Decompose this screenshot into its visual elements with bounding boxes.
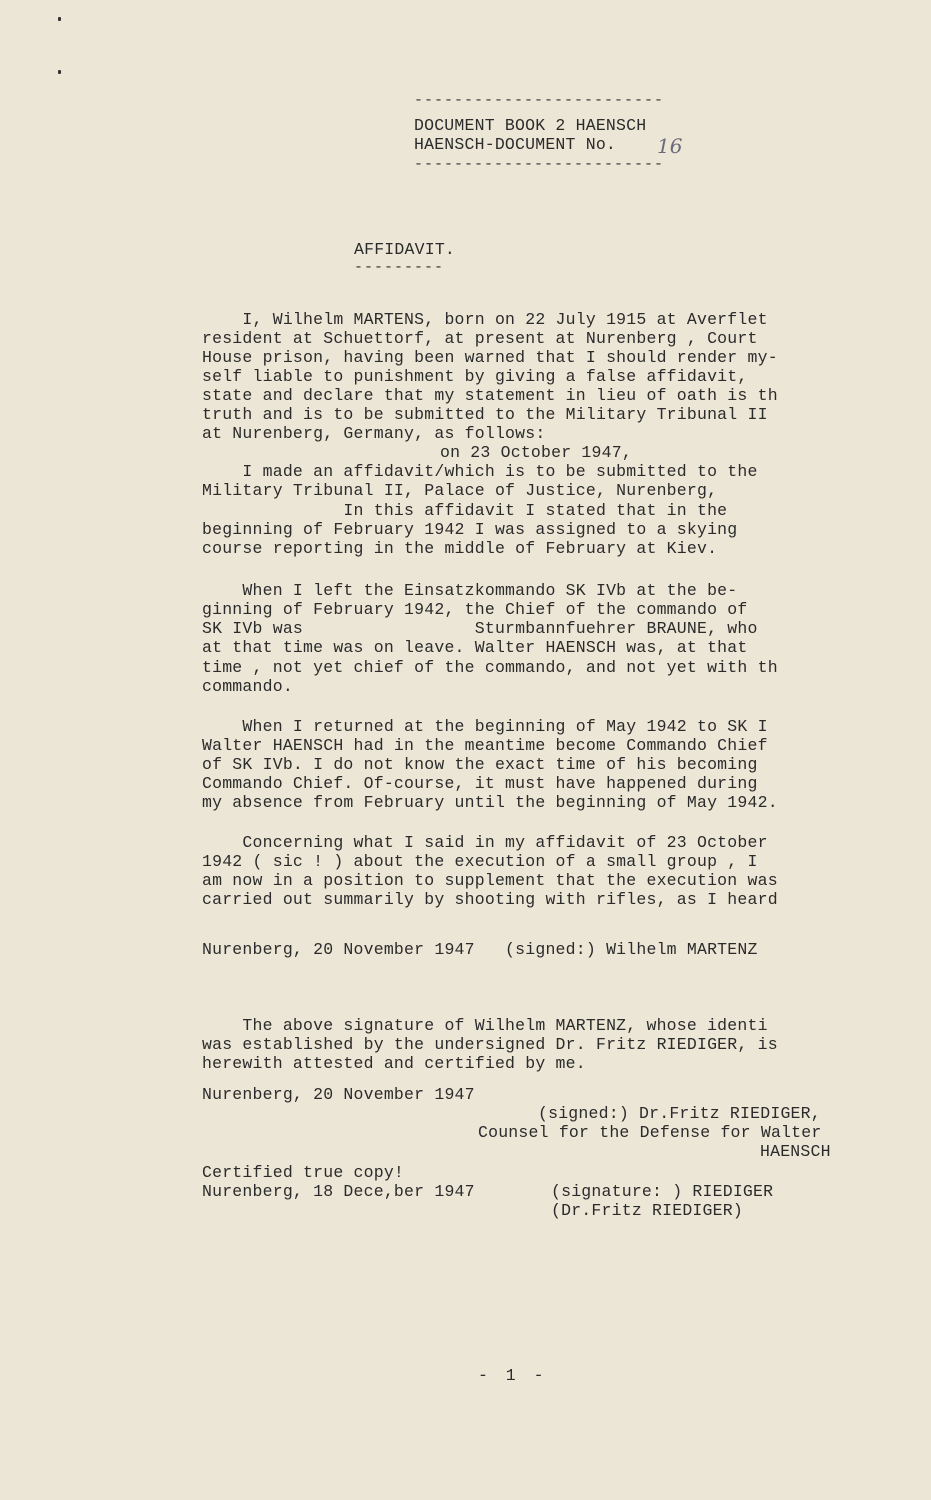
text-line: at Nurenberg, Germany, as follows: — [202, 424, 546, 443]
text-line: In this affidavit I stated that in the — [202, 501, 728, 520]
text-line: Commando Chief. Of-course, it must have happened during — [202, 774, 758, 793]
text-line: SK IVb was Sturmbannfuehrer BRAUNE, who — [202, 619, 758, 638]
handwritten-document-number: 16 — [657, 134, 683, 158]
text-line: self liable to punishment by giving a false affidavit, — [202, 367, 748, 386]
signature-line-1: (signature: ) RIEDIGER — [551, 1182, 774, 1201]
text-line: Military Tribunal II, Palace of Justice, Nurenberg, — [202, 481, 718, 500]
text-line: Walter HAENSCH had in the meantime become Commando Chief — [202, 736, 768, 755]
inserted-date: on 23 October 1947, — [440, 443, 632, 462]
page-number: - 1 - — [478, 1366, 548, 1385]
counsel-client: HAENSCH — [760, 1142, 831, 1161]
signature-line-2: (Dr.Fritz RIEDIGER) — [551, 1201, 743, 1220]
text-line: House prison, having been warned that I should render my- — [202, 348, 778, 367]
text-line: my absence from February until the beginning of May 1942. — [202, 793, 778, 812]
text-line: truth and is to be submitted to the Military Tribunal II — [202, 405, 768, 424]
attestation-place-date: Nurenberg, 20 November 1947 — [202, 1085, 475, 1104]
document-title: AFFIDAVIT. — [354, 240, 456, 259]
text-line: commando. — [202, 677, 293, 696]
counsel-title: Counsel for the Defense for Walter — [478, 1123, 822, 1142]
header-line-2: HAENSCH-DOCUMENT No. — [414, 135, 617, 154]
header-rule-top: ------------------------- — [414, 92, 665, 109]
text-line: When I returned at the beginning of May 1942 to SK I — [202, 717, 768, 736]
text-line: was established by the undersigned Dr. Fritz RIEDIGER, is — [202, 1035, 778, 1054]
text-line: time , not yet chief of the commando, and not yet with th — [202, 658, 778, 677]
text-line: ginning of February 1942, the Chief of the commando of — [202, 600, 748, 619]
text-line: When I left the Einsatzkommando SK IVb at the be- — [202, 581, 738, 600]
text-line: course reporting in the middle of February at Kiev. — [202, 539, 718, 558]
text-line: herewith attested and certified by me. — [202, 1054, 586, 1073]
text-line: I made an affidavit/which is to be submitted to the — [202, 462, 758, 481]
punch-mark — [58, 17, 61, 21]
signed-line: Nurenberg, 20 November 1947 (signed:) Wilhelm MARTENZ — [202, 940, 758, 959]
punch-mark — [58, 70, 61, 74]
text-line: of SK IVb. I do not know the exact time of his becoming — [202, 755, 758, 774]
title-rule: --------- — [354, 259, 445, 276]
certified-copy: Certified true copy! — [202, 1163, 405, 1182]
text-line: beginning of February 1942 I was assigned to a skying — [202, 520, 738, 539]
text-line: at that time was on leave. Walter HAENSCH was, at that — [202, 638, 748, 657]
text-line: 1942 ( sic ! ) about the execution of a small group , I — [202, 852, 758, 871]
text-line: The above signature of Wilhelm MARTENZ, whose identi — [202, 1016, 768, 1035]
text-line: Concerning what I said in my affidavit of 23 October — [202, 833, 768, 852]
text-line: state and declare that my statement in lieu of oath is th — [202, 386, 778, 405]
header-line-1: DOCUMENT BOOK 2 HAENSCH — [414, 116, 647, 135]
text-line: resident at Schuettorf, at present at Nurenberg , Court — [202, 329, 758, 348]
header-rule-bottom: ------------------------- — [414, 156, 665, 173]
text-line: I, Wilhelm MARTENS, born on 22 July 1915 at Averflet — [202, 310, 768, 329]
counsel-signed: (signed:) Dr.Fritz RIEDIGER, — [538, 1104, 821, 1123]
text-line: am now in a position to supplement that the execution was — [202, 871, 778, 890]
text-line: carried out summarily by shooting with rifles, as I heard — [202, 890, 778, 909]
certified-place-date: Nurenberg, 18 Dece,ber 1947 — [202, 1182, 475, 1201]
